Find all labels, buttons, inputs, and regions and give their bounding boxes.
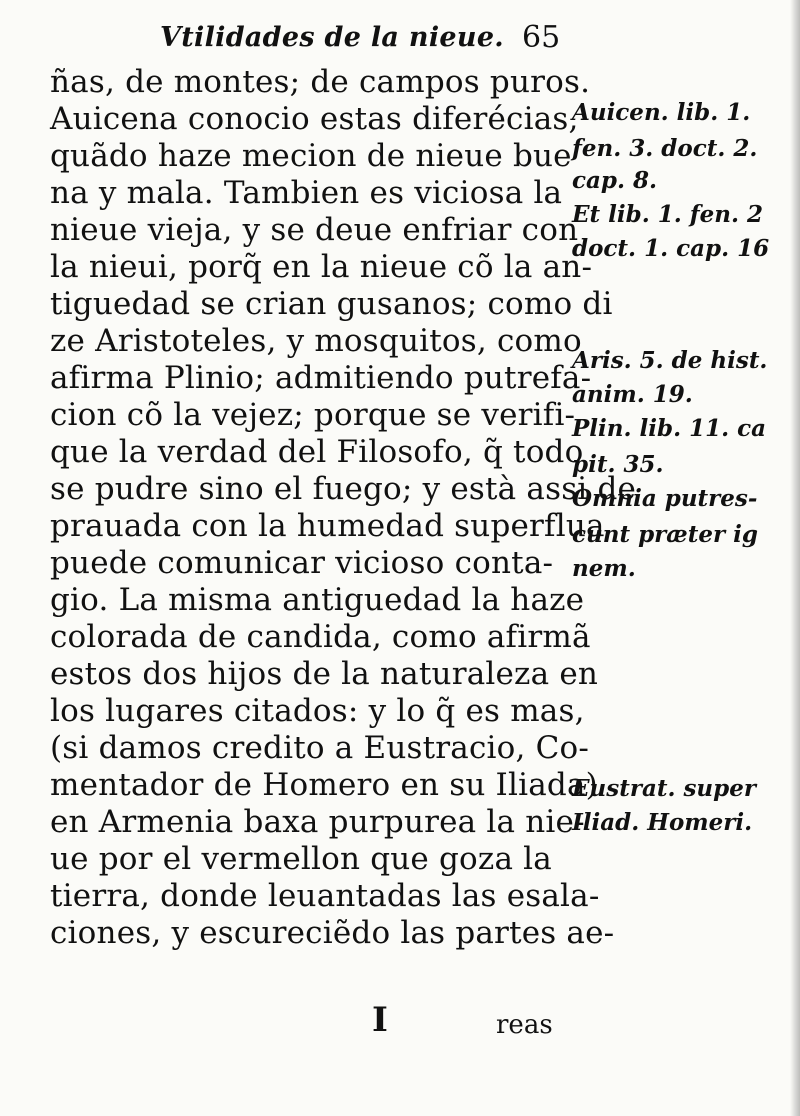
text-line: prauada con la humedad superflua: [50, 508, 605, 544]
text-line: mentador de Homero en su Iliada): [50, 767, 598, 803]
margin-note-line: cunt præter ig: [572, 521, 758, 548]
margin-note-line: anim. 19.: [572, 381, 693, 408]
running-head: Vtilidades de la nieue.: [160, 22, 505, 53]
text-line: gio. La misma antiguedad la haze: [50, 582, 585, 618]
text-line: en Armenia baxa purpurea la nie-: [50, 804, 585, 840]
text-line: afirma Plinio; admitiendo putrefa-: [50, 360, 592, 396]
signature-mark: I: [372, 1000, 388, 1040]
page-header: [160, 14, 580, 64]
text-line: ue por el vermellon que goza la: [50, 841, 552, 877]
page-edge-shadow: [790, 0, 800, 1116]
margin-note-line: Plin. lib. 11. ca: [572, 415, 767, 442]
text-line: (si damos credito a Eustracio, Co-: [50, 730, 590, 766]
margin-note-line: fen. 3. doct. 2.: [572, 135, 758, 162]
margin-note-line: Iliad. Homeri.: [572, 809, 753, 836]
margin-note-line: nem.: [572, 555, 636, 582]
text-line: los lugares citados: y lo q̃ es mas,: [50, 693, 585, 729]
text-line: tierra, donde leuantadas las esala-: [50, 878, 600, 914]
text-line: na y mala. Tambien es viciosa la: [50, 175, 563, 211]
margin-note-line: doct. 1. cap. 16: [572, 235, 770, 262]
margin-note-line: pit. 35.: [572, 451, 664, 478]
text-line: que la verdad del Filosofo, q̃ todo: [50, 434, 584, 470]
margin-note-line: Auicen. lib. 1.: [572, 99, 751, 126]
text-line: la nieui, porq̃ en la nieue cõ la an-: [50, 249, 593, 285]
text-line: ñas, de montes; de campos puros.: [50, 64, 591, 100]
text-line: nieue vieja, y se deue enfriar con: [50, 212, 579, 248]
page-number: 65: [522, 20, 561, 55]
text-line: se pudre sino el fuego; y està assi de: [50, 471, 637, 507]
text-line: tiguedad se crian gusanos; como di: [50, 286, 613, 322]
catchword: reas: [496, 1010, 553, 1040]
margin-note-line: Eustrat. super: [572, 775, 756, 802]
margin-note-line: Omnia putres-: [572, 485, 758, 512]
text-line: Auicena conocio estas diferécias,: [50, 101, 579, 137]
text-line: colorada de candida, como afirmã: [50, 619, 591, 655]
text-line: quãdo haze mecion de nieue bue: [50, 138, 572, 174]
margin-note-line: cap. 8.: [572, 167, 658, 194]
text-line: ciones, y escureciẽdo las partes ae-: [50, 915, 615, 951]
text-line: puede comunicar vicioso conta-: [50, 545, 554, 581]
text-line: estos dos hijos de la naturaleza en: [50, 656, 599, 692]
text-line: cion cõ la vejez; porque se verifi-: [50, 397, 576, 433]
margin-note-line: Et lib. 1. fen. 2: [572, 201, 764, 228]
margin-note-line: Aris. 5. de hist.: [572, 347, 768, 374]
text-line: ze Aristoteles, y mosquitos, como: [50, 323, 582, 359]
